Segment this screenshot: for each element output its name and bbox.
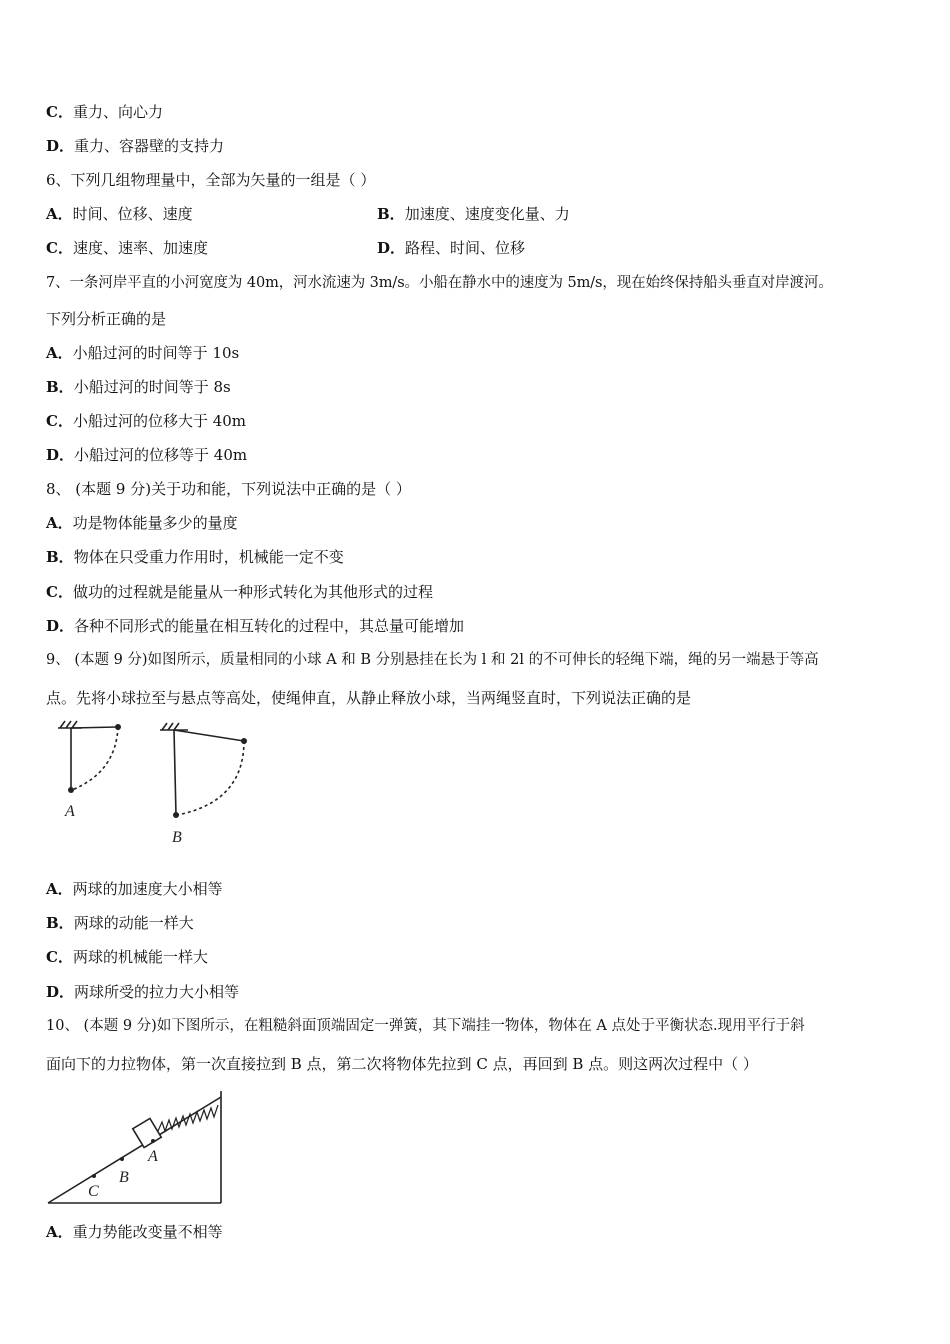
point-b [120, 1157, 124, 1161]
q5-option-d: D．重力、容器壁的支持力 [46, 137, 225, 155]
q7-option-b: B．小船过河的时间等于 8s [46, 378, 231, 396]
q8-option-a: A．功是物体能量多少的量度 [46, 514, 238, 532]
q9-option-c: C．两球的机械能一样大 [46, 948, 208, 966]
label-b: B [119, 1169, 129, 1186]
q10-stem-1: 10、 (本题 9 分)如下图所示，在粗糙斜面顶端固定一弹簧，其下端挂一物体，物体在 A 点处于平衡状态.现用平行于斜 [46, 1018, 805, 1034]
q10-stem-2: 面向下的力拉物体，第一次直接拉到 B 点，第二次将物体先拉到 C 点，再回到 B 点。则这两次过程中（ ） [46, 1055, 758, 1073]
label-a: A [65, 803, 75, 820]
label-a: A [148, 1148, 158, 1165]
q8-option-b: B．物体在只受重力作用时，机械能一定不变 [46, 548, 344, 566]
q6-option-b: B．加速度、速度变化量、力 [377, 205, 570, 223]
ball-b-start [241, 738, 247, 744]
incline-figure [46, 1085, 226, 1207]
pendulum-figure [52, 718, 262, 848]
block [133, 1118, 161, 1147]
q9-option-a: A．两球的加速度大小相等 [46, 880, 223, 898]
q7-option-a: A．小船过河的时间等于 10s [46, 344, 240, 362]
q6-stem: 6、下列几组物理量中，全部为矢量的一组是（ ） [46, 171, 376, 189]
ball-b [173, 812, 179, 818]
q8-option-d: D．各种不同形式的能量在相互转化的过程中，其总量可能增加 [46, 617, 465, 635]
q8-option-c: C．做功的过程就是能量从一种形式转化为其他形式的过程 [46, 583, 433, 601]
point-c [92, 1174, 96, 1178]
spring-icon [158, 1105, 218, 1131]
incline-slope [48, 1091, 221, 1203]
q6-option-c: C．速度、速率、加速度 [46, 239, 208, 257]
q9-stem-2: 点。先将小球拉至与悬点等高处，使绳伸直，从静止释放小球，当两绳竖直时，下列说法正确的是 [46, 689, 692, 707]
q10-option-a: A．重力势能改变量不相等 [46, 1223, 223, 1241]
pendulum-b [160, 723, 244, 815]
ball-a [68, 787, 74, 793]
label-b: B [172, 829, 182, 846]
q7-option-c: C．小船过河的位移大于 40m [46, 412, 247, 430]
q7-option-d: D．小船过河的位移等于 40m [46, 446, 248, 464]
q5-option-c: C．重力、向心力 [46, 103, 163, 121]
pendulum-a [58, 721, 118, 790]
q9-stem-1: 9、 (本题 9 分)如图所示，质量相同的小球 A 和 B 分别悬挂在长为 l 和 2l 的不可伸长的轻绳下端，绳的另一端悬于等高 [46, 652, 819, 668]
q9-option-b: B．两球的动能一样大 [46, 914, 194, 932]
q7-stem-1: 7、一条河岸平直的小河宽度为 40m，河水流速为 3m/s。小船在静水中的速度为 5m/s，现在始终保持船头垂直对岸渡河。 [46, 275, 833, 291]
label-c: C [88, 1183, 99, 1200]
q6-option-a: A．时间、位移、速度 [46, 205, 193, 223]
q6-option-d: D．路程、时间、位移 [377, 239, 526, 257]
q9-option-d: D．两球所受的拉力大小相等 [46, 983, 240, 1001]
point-a [151, 1139, 155, 1143]
q8-stem: 8、 (本题 9 分)关于功和能，下列说法中正确的是（ ） [46, 480, 411, 498]
ball-a-start [115, 724, 121, 730]
q7-stem-2: 下列分析正确的是 [46, 310, 167, 328]
